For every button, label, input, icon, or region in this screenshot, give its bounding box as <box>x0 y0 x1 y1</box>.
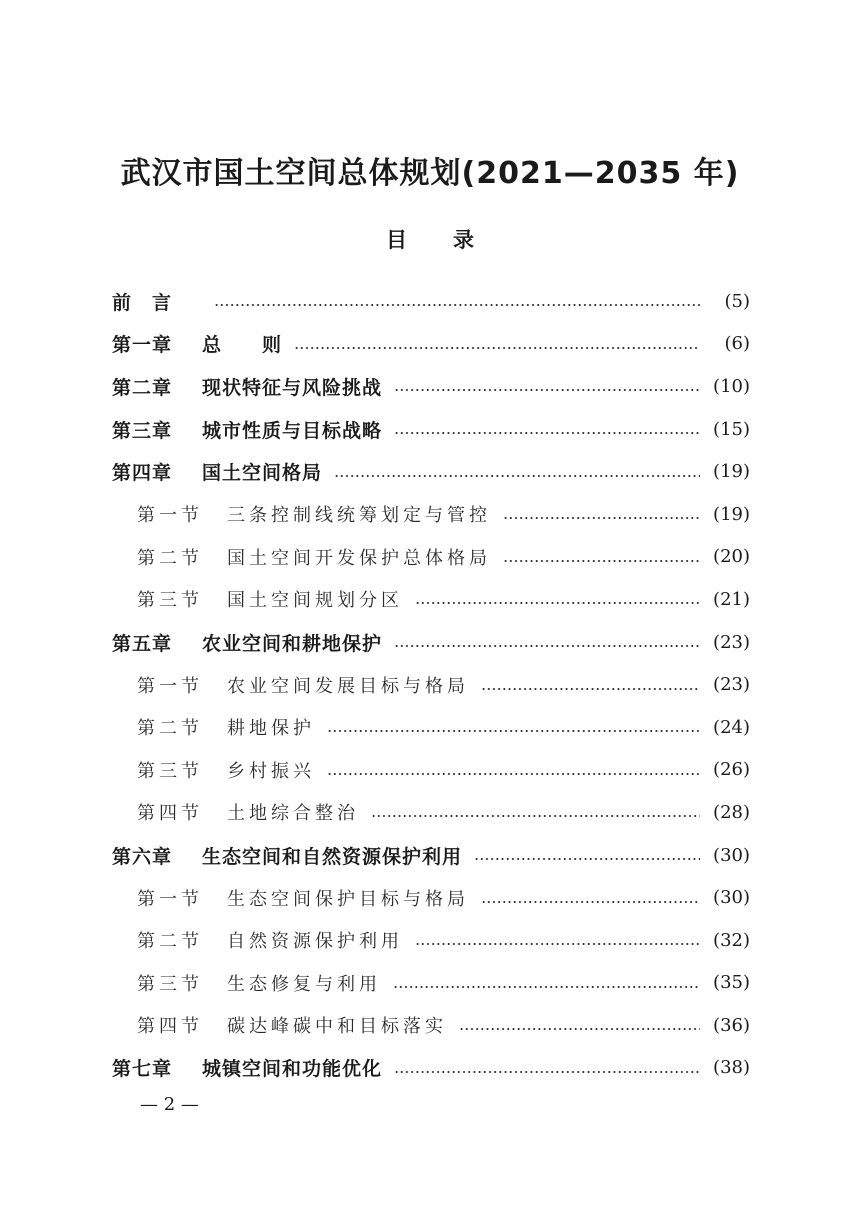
toc-chapter-entry[interactable] <box>112 1047 750 1090</box>
toc-chapter-entry[interactable] <box>112 408 750 451</box>
dot-leader <box>393 973 700 993</box>
toc-entry-number: 第二节 <box>137 718 203 740</box>
dot-leader <box>415 589 700 609</box>
toc-entry-title: 国土空间规划分区 <box>227 590 403 612</box>
toc-entry-label <box>137 501 491 527</box>
toc-entry-label <box>137 927 403 953</box>
dot-leader <box>474 845 700 865</box>
toc-entry-title: 国土空间开发保护总体格局 <box>227 547 491 569</box>
toc-entry-page: (20) <box>713 546 750 568</box>
toc-section-entry[interactable] <box>112 663 750 706</box>
toc-entry-page: (19) <box>713 503 750 525</box>
page-number: — 2 — <box>140 1094 199 1115</box>
toc-entry-number: 第六章 <box>112 845 173 868</box>
toc-entry-label <box>137 714 315 740</box>
toc-entry-number: 第三节 <box>137 590 203 612</box>
toc-entry-page: (24) <box>713 716 750 738</box>
toc-entry-title: 碳达峰碳中和目标落实 <box>227 1016 447 1038</box>
dot-leader <box>334 462 700 482</box>
toc-section-entry[interactable] <box>112 876 750 919</box>
toc-entry-title: 耕地保护 <box>227 718 315 740</box>
toc-entry-title: 土地综合整治 <box>227 803 359 825</box>
toc-entry-page: (23) <box>713 631 750 653</box>
toc-entry-title: 城市性质与目标战略 <box>202 419 383 442</box>
toc-entry-page: (28) <box>713 801 750 823</box>
toc-entry-title: 生态空间和自然资源保护利用 <box>202 845 463 868</box>
toc-chapter-entry[interactable] <box>112 280 750 323</box>
dot-leader <box>214 291 700 311</box>
toc-entry-number: 第三节 <box>137 760 203 782</box>
toc-section-entry[interactable] <box>112 749 750 792</box>
toc-entry-number: 第七章 <box>112 1058 173 1081</box>
toc-entry-page: (10) <box>713 375 750 397</box>
toc-entry-number: 第四节 <box>137 803 203 825</box>
dot-leader <box>327 760 700 780</box>
toc-entry-number: 第一节 <box>137 888 203 910</box>
toc-entry-label <box>112 330 282 357</box>
toc-entry-label <box>137 544 491 570</box>
toc-entry-number: 第五章 <box>112 632 173 655</box>
toc-entry-page: (26) <box>713 759 750 781</box>
toc-entry-number: 第二节 <box>137 547 203 569</box>
toc-section-entry[interactable] <box>112 919 750 962</box>
toc-entry-label <box>112 288 202 315</box>
toc-entry-title: 生态修复与利用 <box>227 973 381 995</box>
toc-entry-label <box>137 586 403 612</box>
toc-entry-label <box>112 1054 382 1081</box>
dot-leader <box>459 1015 700 1035</box>
dot-leader <box>481 888 700 908</box>
toc-section-entry[interactable] <box>112 493 750 536</box>
toc-entry-number: 第四章 <box>112 462 173 485</box>
dot-leader <box>327 717 700 737</box>
dot-leader <box>394 632 700 652</box>
toc-entry-label <box>137 757 315 783</box>
toc-entry-title: 自然资源保护利用 <box>227 931 403 953</box>
toc-entry-title: 农业空间和耕地保护 <box>202 632 383 655</box>
toc-entry-number: 前 言 <box>112 291 173 314</box>
toc-chapter-entry[interactable] <box>112 365 750 408</box>
toc-chapter-entry[interactable] <box>112 834 750 877</box>
toc-entry-title: 总 则 <box>202 334 283 357</box>
toc-entry-page: (6) <box>724 333 750 355</box>
toc-entry-title: 生态空间保护目标与格局 <box>227 888 469 910</box>
toc-entry-number: 第二节 <box>137 931 203 953</box>
toc-section-entry[interactable] <box>112 962 750 1005</box>
toc-chapter-entry[interactable] <box>112 450 750 493</box>
toc-entry-number: 第一章 <box>112 334 173 357</box>
document-title: 武汉市国土空间总体规划(2021—2035 年) <box>120 156 740 191</box>
dot-leader <box>503 547 700 567</box>
toc-entry-number: 第三章 <box>112 419 173 442</box>
toc-entry-page: (38) <box>713 1057 750 1079</box>
table-of-contents <box>112 280 750 1089</box>
toc-entry-number: 第三节 <box>137 973 203 995</box>
toc-entry-title: 现状特征与风险挑战 <box>202 376 383 399</box>
toc-section-entry[interactable] <box>112 536 750 579</box>
dot-leader <box>294 334 700 354</box>
dot-leader <box>394 376 700 396</box>
toc-entry-number: 第四节 <box>137 1016 203 1038</box>
toc-entry-number: 第二章 <box>112 376 173 399</box>
toc-entry-page: (23) <box>713 674 750 696</box>
toc-chapter-entry[interactable] <box>112 621 750 664</box>
toc-entry-title: 国土空间格局 <box>202 462 323 485</box>
dot-leader <box>503 504 700 524</box>
toc-entry-page: (30) <box>713 844 750 866</box>
toc-entry-title: 农业空间发展目标与格局 <box>227 675 469 697</box>
toc-entry-label <box>137 885 469 911</box>
toc-entry-label <box>112 458 322 485</box>
toc-entry-page: (21) <box>713 588 750 610</box>
toc-section-entry[interactable] <box>112 1004 750 1047</box>
toc-entry-page: (19) <box>713 461 750 483</box>
toc-entry-label <box>112 629 382 656</box>
toc-entry-label <box>137 799 359 825</box>
toc-entry-number: 第一节 <box>137 505 203 527</box>
toc-entry-label <box>112 416 382 443</box>
dot-leader <box>394 419 700 439</box>
toc-section-entry[interactable] <box>112 791 750 834</box>
toc-chapter-entry[interactable] <box>112 323 750 366</box>
toc-section-entry[interactable] <box>112 578 750 621</box>
toc-entry-label <box>112 373 382 400</box>
toc-entry-title: 乡村振兴 <box>227 760 315 782</box>
toc-entry-title: 三条控制线统筹划定与管控 <box>227 505 491 527</box>
toc-entry-page: (5) <box>724 290 750 312</box>
dot-leader <box>371 802 700 822</box>
toc-entry-number: 第一节 <box>137 675 203 697</box>
toc-entry-label <box>137 970 381 996</box>
toc-section-entry[interactable] <box>112 706 750 749</box>
toc-entry-page: (36) <box>713 1014 750 1036</box>
toc-entry-title: 城镇空间和功能优化 <box>202 1058 383 1081</box>
dot-leader <box>415 930 700 950</box>
toc-entry-page: (35) <box>713 972 750 994</box>
dot-leader <box>394 1058 700 1078</box>
toc-entry-page: (15) <box>713 418 750 440</box>
dot-leader <box>481 675 700 695</box>
toc-heading: 目录 <box>386 228 520 252</box>
toc-entry-label <box>137 672 469 698</box>
toc-entry-page: (30) <box>713 887 750 909</box>
toc-entry-page: (32) <box>713 929 750 951</box>
toc-entry-label <box>137 1012 447 1038</box>
toc-entry-label <box>112 842 462 869</box>
